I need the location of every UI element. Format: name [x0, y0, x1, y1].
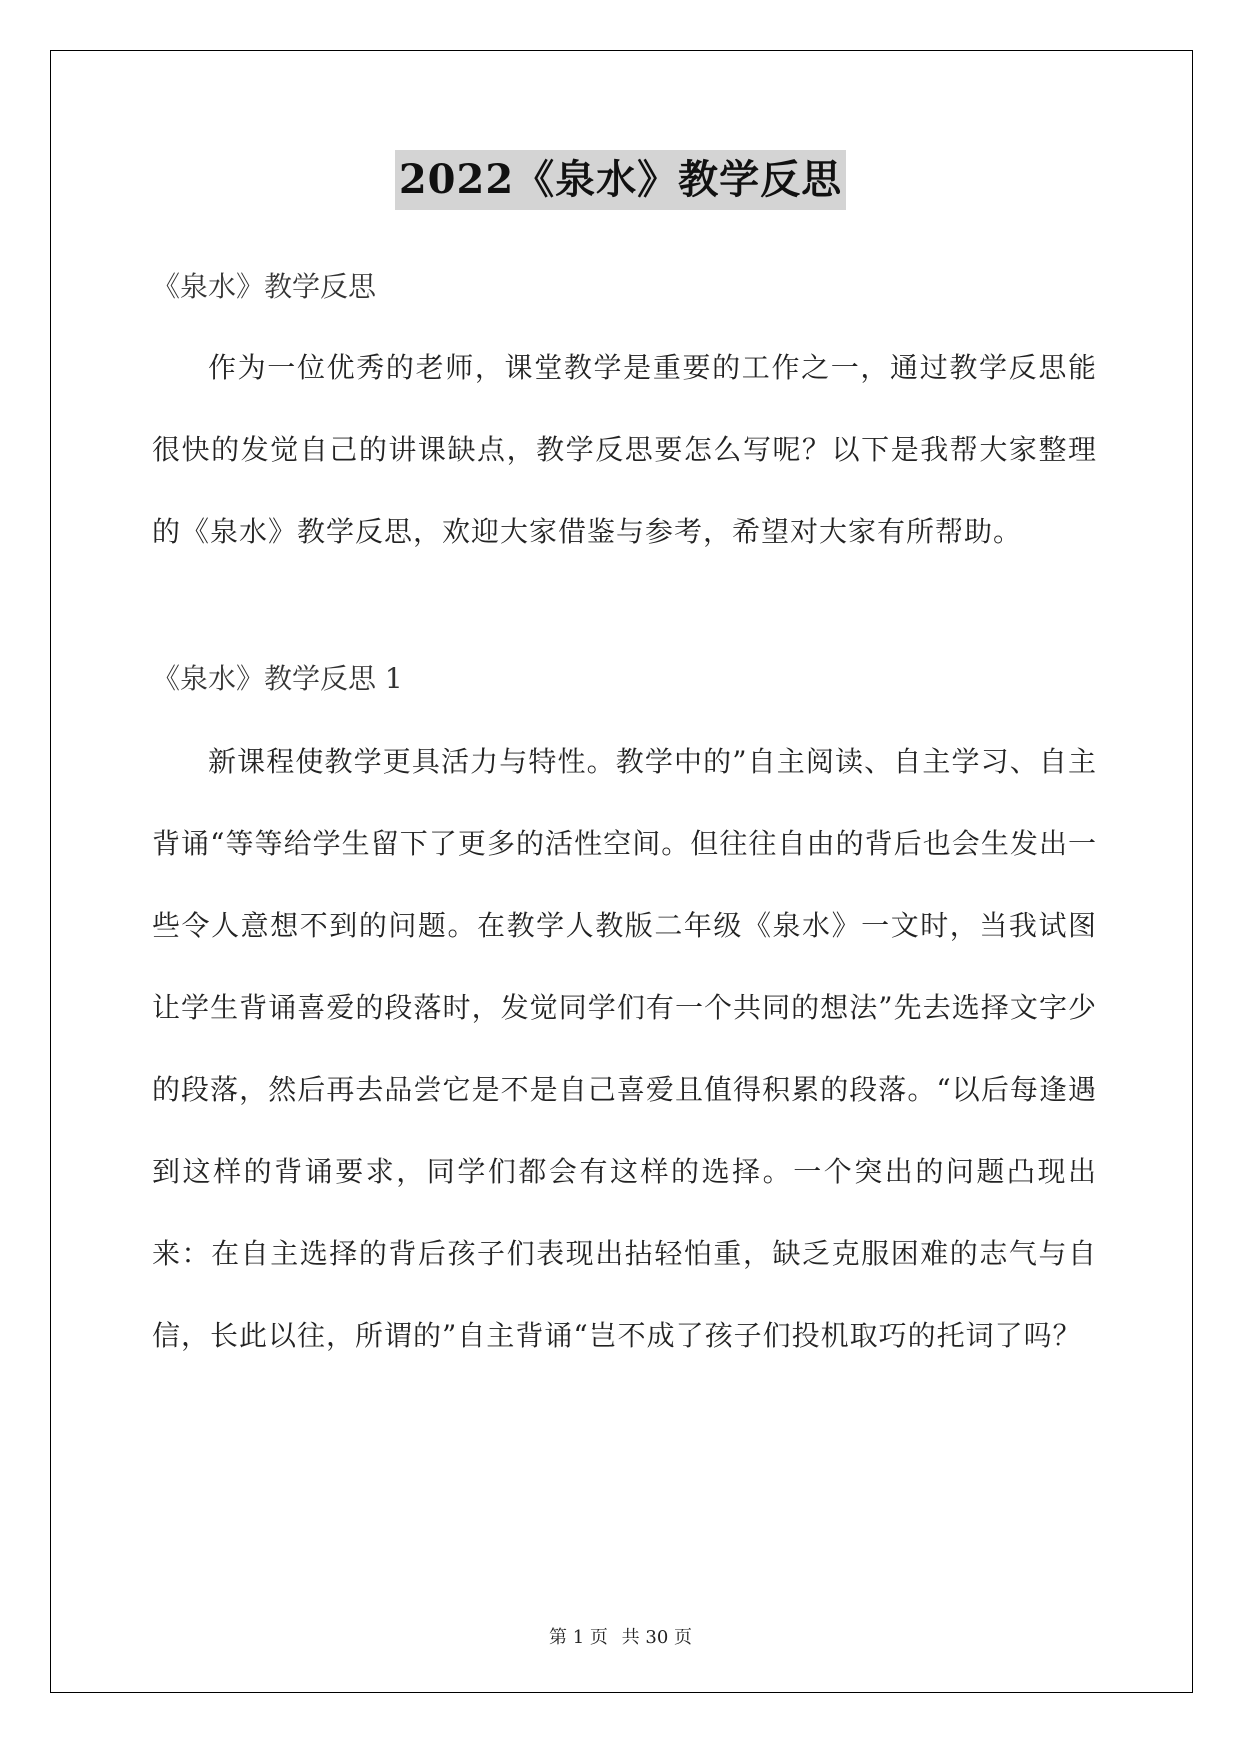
section-heading: 《泉水》教学反思 [152, 270, 377, 303]
section-1-paragraph: 新课程使教学更具活力与特性。教学中的”自主阅读、自主学习、自主背诵“等等给学生留下了更多的活性空间。但往往自由的背后也会生发出一些令人意想不到的问题。在教学人教版二年级《泉水》一文时，当我试图让学生背诵喜爱的段落时，发觉同学们有一个共同的想法”先去选择文字少的段落，然后再去品尝它是不是自己喜爱且值得积累的段落。“以后每逢遇到这样的背诵要求，同学们都会有这样的选择。一个突出的问题凸现出来：在自主选择的背后孩子们表现出拈轻怕重，缺乏克服困难的志气与自信，长此以往，所谓的”自主背诵“岂不成了孩子们投机取巧的托词了吗？ [152, 745, 1097, 1352]
document-title: 2022《泉水》教学反思 [395, 150, 846, 210]
document-body [152, 255, 1097, 1377]
intro-paragraph: 作为一位优秀的老师，课堂教学是重要的工作之一，通过教学反思能很快的发觉自己的讲课缺点，教学反思要怎么写呢？以下是我帮大家整理的《泉水》教学反思，欢迎大家借鉴与参考，希望对大家有所帮助。 [152, 351, 1097, 548]
page-total: 共 30 页 [621, 1627, 692, 1648]
page-footer [0, 1623, 1241, 1649]
title-container [0, 150, 1241, 210]
page-number: 第 1 页 [549, 1627, 608, 1648]
section-heading-1: 《泉水》教学反思 1 [152, 662, 403, 695]
